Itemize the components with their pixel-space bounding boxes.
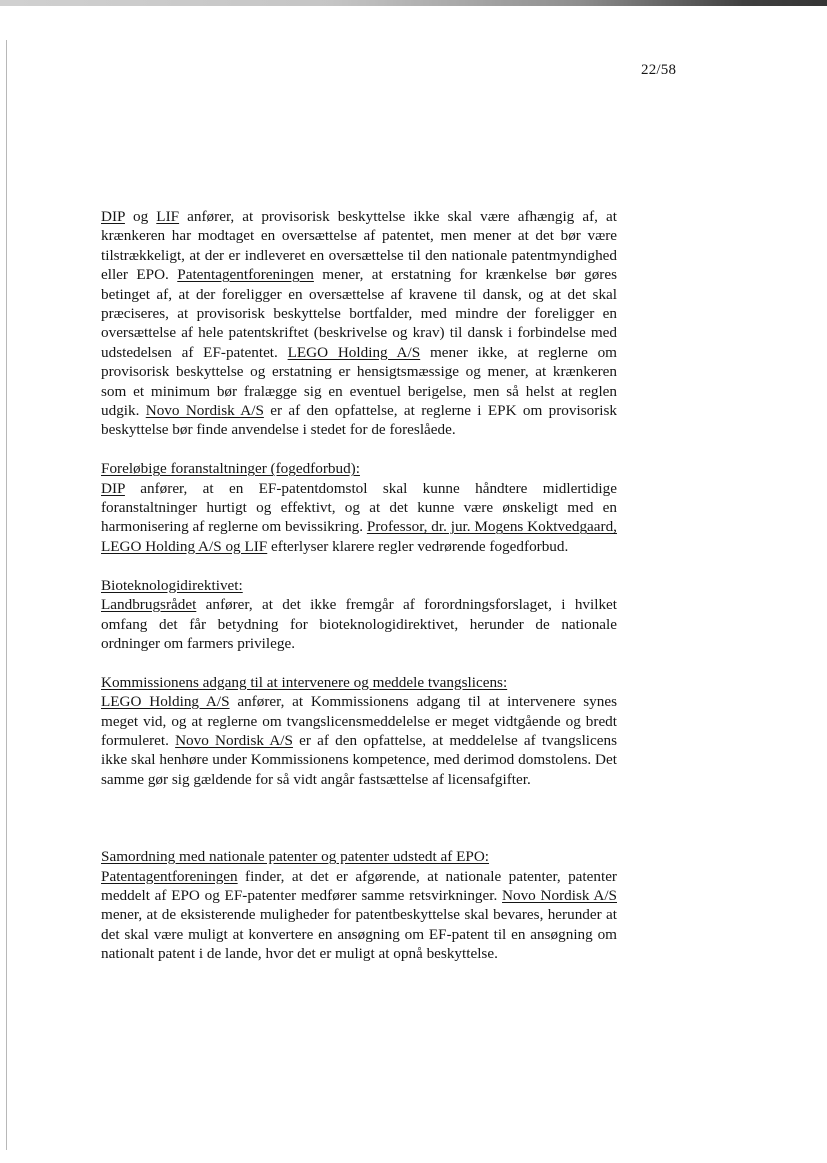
section-heading: Kommissionens adgang til at intervenere og meddele tvangslicens: — [101, 673, 508, 691]
party-name: DIP — [101, 208, 125, 225]
section-heading: Foreløbige foranstaltninger (fogedforbud): — [101, 460, 360, 478]
body-text: mener, at erstatning for krænkelse bør gøres betinget af, at der foreligger en oversættelse af kravene til dansk, og at det skal præciseres, at provisorisk beskyttelse bortfalder, med mindre der foreligger en oversættelse af hele patentskriftet (beskrivelse og krav) til dansk i forbindelse med udstedelsen af EF-patentet. — [101, 266, 618, 361]
page-number: 22/58 — [641, 62, 677, 78]
section-heading: Samordning med nationale patenter og patenter udstedt af EPO: — [101, 848, 490, 866]
body-text: finder, at det er afgørende, at nationale patenter, patenter meddelt af EPO og EF-patenter medfører samme retsvirkninger. — [101, 867, 617, 904]
party-name: Professor, dr. jur. Mogens Koktvedgaard, LEGO Holding A/S og LIF — [101, 518, 617, 555]
paragraph-biotech-directive — [101, 576, 617, 654]
scan-top-edge — [0, 0, 827, 6]
party-name: Novo Nordisk A/S — [145, 402, 264, 420]
document-body — [101, 207, 617, 964]
scan-left-edge — [6, 40, 7, 1150]
body-text: efterlyser klarere regler vedrørende fogedforbud. — [267, 537, 569, 555]
party-name: Novo Nordisk A/S — [502, 886, 617, 904]
paragraph-coordination-national-patents — [101, 847, 617, 963]
body-text: og — [124, 208, 157, 225]
party-name: Patentagentforeningen — [177, 266, 314, 284]
body-text: er af den opfattelse, at meddelelse af tvangslicens ikke skal henhøre under Kommissionens kompetence, med derimod domstolens. Det samme gør sig gældende for så vidt angår fastsættelse af licensafgifter. — [101, 731, 618, 788]
body-text: er af den opfattelse, at reglerne i EPK om provisorisk beskyttelse bør finde anvendelse i stedet for de foreslåede. — [101, 402, 617, 439]
party-name: LIF — [156, 208, 180, 225]
paragraph-compulsory-licence — [101, 673, 617, 789]
party-name: Patentagentforeningen — [101, 867, 238, 885]
paragraph-provisional-protection — [101, 207, 617, 440]
body-text: anfører, at Kommissionens adgang til at intervenere synes meget vid, og at reglerne om tvangslicensmeddelelse er meget vidtgående og bredt formuleret. — [101, 693, 617, 749]
party-name: LEGO Holding A/S — [101, 693, 230, 711]
party-name: DIP — [101, 479, 125, 497]
paragraph-interim-measures — [101, 459, 617, 556]
body-text: anfører, at en EF-patentdomstol skal kunne håndtere midlertidige foranstaltninger hurtigt og effektivt, og at det kunne være ønskeligt med en harmonisering af reglerne om bevissikring. — [101, 479, 617, 536]
body-text: mener, at de eksisterende muligheder for patentbeskyttelse skal bevares, herunder at det skal være muligt at konvertere en ansøgning om EF-patent til en ansøgning om nationalt patent i de lande, hvor det er muligt at opnå beskyttelse. — [101, 906, 617, 963]
body-text: anfører, at provisorisk beskyttelse ikke skal være afhængig af, at krænkeren har modtaget en oversættelse af patentet, men mener at det bør være tilstrækkeligt, at der er indleveret en oversættelse til den nationale patentmyndighed eller EPO. — [101, 208, 617, 284]
body-text: anfører, at det ikke fremgår af forordningsforslaget, i hvilket omfang det får betydning for bioteknologidirektivet, herunder de nationale ordninger om farmers privilege. — [101, 596, 617, 652]
party-name: LEGO Holding A/S — [287, 343, 421, 361]
section-heading: Bioteknologidirektivet: — [101, 576, 243, 594]
party-name: Novo Nordisk A/S — [175, 731, 293, 749]
body-text: mener ikke, at reglerne om provisorisk beskyttelse og erstatning er hensigtsmæssige og mener, at krænkeren som et minimum bør fralægge sig en eventuel berigelse, men så helst at reglen udgik. — [101, 343, 617, 420]
party-name: Landbrugsrådet — [101, 596, 197, 614]
